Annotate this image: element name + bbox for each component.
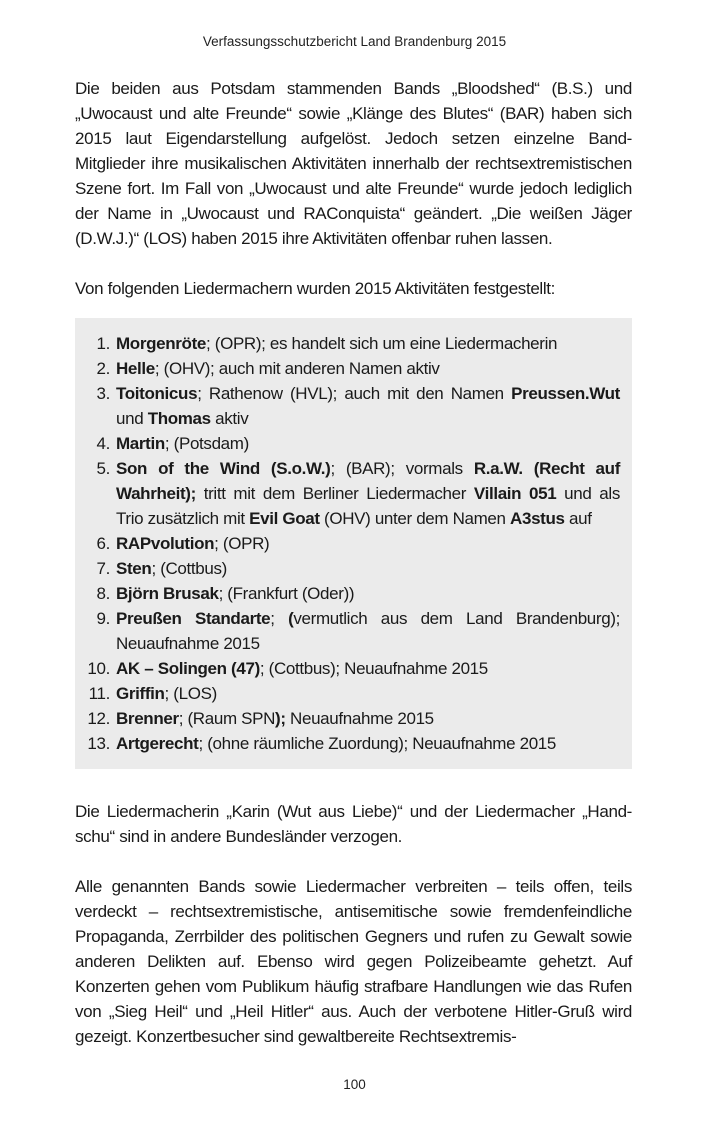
list-item-name: Son of the Wind (S.o.W.) [116,459,331,478]
paragraph-relocated: Die Liedermacherin „Karin (Wut aus Liebe)“ und der Liedermacher „Hand-schu“ sind in andere Bundesländer verzogen. [75,802,632,846]
list-item-name: R.a.W. (Recht auf Wahrheit); [116,459,621,503]
list-item [75,431,620,456]
list-item-text: ; (LOS) [164,684,217,703]
list-item-name: Sten [116,559,152,578]
list-item-text: ; (Frankfurt (Oder)) [218,584,355,603]
list-item-name: AK – Solingen (47) [116,659,260,678]
list-item [75,556,620,581]
list-item-name: Toitonicus [116,384,198,403]
list-item-text: ; (BAR); vormals [330,459,474,478]
list-item [75,331,620,356]
list-item-text: Neuaufnahme 2015 [285,709,434,728]
running-header: Verfassungsschutzbericht Land Brandenburg 2015 [202,34,507,49]
list-item-number: 1. [96,334,110,353]
list-item [75,356,620,381]
list-item-text: vermutlich aus dem Land Brandenburg); Neuaufnahme 2015 [116,609,621,653]
list-item-name: Preußen Standarte [116,609,271,628]
list-item-name: Villain 051 [473,484,557,503]
list-item [75,731,620,756]
list-item-name: ( [288,609,294,628]
list-item-name: Martin [116,434,165,453]
list-item-name: Brenner [116,709,179,728]
list-item-number: 8. [96,584,110,603]
list-item-name: Evil Goat [249,509,320,528]
list-item-number: 4. [96,434,110,453]
list-item-name: Björn Brusak [116,584,219,603]
list-item-text: ; (Raum SPN [178,709,276,728]
list-item [75,606,620,656]
list-item [75,656,620,681]
list-item [75,581,620,606]
list-item [75,456,620,531]
list-item-name: ); [275,709,286,728]
paragraph-bands-dissolved: Die beiden aus Potsdam stammenden Bands „Bloodshed“ (B.S.) und „Uwocaust und alte Freunde“ sowie „Klänge des Blutes“ (BAR) haben sich 2015 laut Eigendarstellung aufgelöst. Jedoch setzen einzelne Band-Mitglieder ihre musikalischen Aktivitäten innerhalb der rechtsextremistischen Szene fort. Im Fall von „Uwocaust und alte Freunde“ wurde jedoch lediglich der Name in „Uwocaust und RAConquista“ geändert. „Die weißen Jäger (D.W.J.)“ (LOS) haben 2015 ihre Aktivitäten offenbar ruhen lassen. [75,79,632,248]
list-item-text: ; (OHV); auch mit anderen Namen aktiv [154,359,440,378]
list-item-name: Artgerecht [116,734,199,753]
list-item-text: ; (OPR) [214,534,270,553]
list-item-name: Preussen.Wut [511,384,620,403]
list-item-number: 12. [87,709,110,728]
list-item [75,681,620,706]
list-item-name: A3stus [510,509,565,528]
paragraph-propaganda: Alle genannten Bands sowie Liedermacher verbreiten – teils offen, teils verdeckt – rechtsextremistische, antisemitische sowie fremdenfeindliche Propaganda, Zerrbilder des politischen Gegners und rufen zu Gewalt sowie anderen Delikten auf. Ebenso wird gegen Polizeibeamte gehetzt. Auf Konzerten gehen vom Publikum häufig strafbare Handlungen wie das Rufen von „Sieg Heil“ und „Heil Hitler“ aus. Auch der verbotene Hitler-Gruß wird gezeigt. Konzertbesucher sind gewaltbereite Rechtsextremis- [75,877,632,1046]
list-item-text: (OHV) unter dem Namen [319,509,511,528]
list-item [75,706,620,731]
list-item-name: Helle [116,359,155,378]
list-item [75,531,620,556]
list-item-number: 10. [87,659,110,678]
list-item-number: 5. [96,459,110,478]
list-item-number: 11. [88,684,110,703]
list-item-text: ; (OPR); es handelt sich um eine Liedermacherin [206,334,558,353]
list-item-text: tritt mit dem Berliner Liedermacher [195,484,474,503]
list-item-number: 9. [96,609,110,628]
list-item-number: 13. [87,734,110,753]
songwriter-list [75,331,620,756]
list-item-name: RAPvolution [116,534,215,553]
list-item-number: 2. [96,359,110,378]
page-number: 100 [343,1077,366,1092]
list-item-name: Thomas [147,409,211,428]
text-column [75,76,632,1049]
list-item-text: ; [270,609,289,628]
list-item-text: und als Trio zusätzlich mit [116,484,620,528]
list-item-text: aktiv [210,409,249,428]
list-item-text: auf [564,509,592,528]
list-item-number: 7. [96,559,110,578]
list-item-text: ; Rathenow (HVL); auch mit den Namen [197,384,512,403]
list-item-number: 6. [96,534,110,553]
songwriter-list-box [75,318,632,769]
list-item-name: Morgenröte [116,334,207,353]
list-item [75,381,620,431]
paragraph-list-intro: Von folgenden Liedermachern wurden 2015 Aktivitäten festgestellt: [75,279,556,298]
list-item-number: 3. [96,384,110,403]
list-item-name: Griffin [116,684,165,703]
list-item-text: ; (Cottbus); Neuaufnahme 2015 [259,659,488,678]
list-item-text: ; (Potsdam) [164,434,249,453]
list-item-text: und [116,409,148,428]
list-item-text: ; (ohne räumliche Zuordung); Neuaufnahme 2015 [198,734,557,753]
list-item-text: ; (Cottbus) [151,559,227,578]
